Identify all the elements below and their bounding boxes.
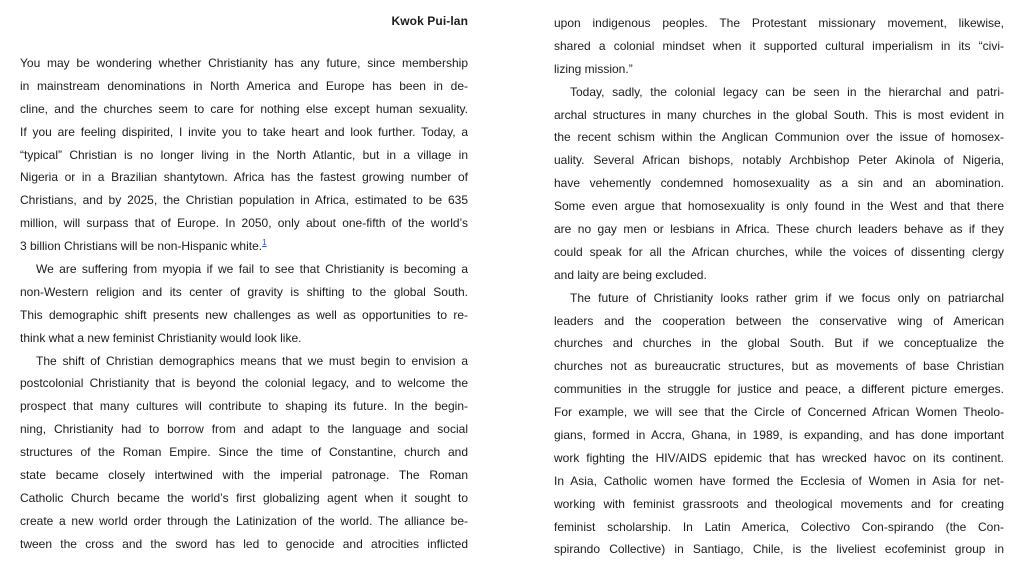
text-line <box>554 149 1004 172</box>
text-line <box>554 538 1004 561</box>
line-text: archal structures in many churches in the global South. This is most evident in <box>554 107 1004 122</box>
text-line <box>554 493 1004 516</box>
line-text: are no gay men or lesbians in Africa. These church leaders behave as if they <box>554 222 1004 237</box>
line-text: In Asia, Catholic women have formed the Ecclesia of Women in Asia for net- <box>554 473 1004 488</box>
text-line <box>554 58 1004 81</box>
text-line <box>554 126 1004 149</box>
text-line <box>554 104 1004 127</box>
line-text: work fighting the HIV/AIDS epidemic that has wrecked havoc on its continent. <box>554 450 1004 465</box>
line-text: non-Western religion and its center of gravity is shifting to the global South. <box>20 284 468 299</box>
line-text: gians, formed in Accra, Ghana, in 1989, is expanding, and has done important <box>554 428 1004 443</box>
line-text: million, will surpass that of Europe. In 2050, only about one-fifth of the world’s <box>20 216 468 231</box>
text-line <box>20 487 468 510</box>
line-text: leaders and the cooperation between the conservative wing of American <box>554 313 1004 328</box>
text-line <box>554 516 1004 539</box>
text-line <box>20 418 468 441</box>
line-text: tween the cross and the sword has led to genocide and atrocities inflicted <box>20 536 468 551</box>
line-text: churches not as bureaucratic structures, but as movements of base Christian <box>554 359 1004 374</box>
text-line <box>554 378 1004 401</box>
footnote-link[interactable]: 1 <box>262 238 267 248</box>
text-line <box>20 510 468 533</box>
line-text: upon indigenous peoples. The Protestant missionary movement, likewise, <box>554 16 1004 30</box>
text-line <box>20 533 468 556</box>
line-text: working with feminist grassroots and theological movements and for creating <box>554 496 1004 511</box>
text-line <box>20 75 468 98</box>
line-text: Catholic Church became the world’s first globalizing agent when it sought to <box>20 490 468 505</box>
line-text: “typical” Christian is no longer living in the North Atlantic, but in a village in <box>20 147 468 162</box>
line-text: the recent schism within the Anglican Communion over the issue of homosex- <box>554 130 1004 145</box>
left-page-text <box>20 52 468 556</box>
line-text: could speak for all the African churches, while the voices of dissenting clergy <box>554 244 1004 259</box>
line-text: If you are feeling dispirited, I invite you to take heart and look further. Today, a <box>20 124 468 139</box>
text-line <box>20 395 468 418</box>
text-line <box>554 355 1004 378</box>
line-text: in mainstream denominations in North America and Europe has been in de- <box>20 78 468 93</box>
line-text: create a new world order through the Latinization of the world. The alliance be- <box>20 513 468 528</box>
line-text: think what a new feminist Christianity would look like. <box>20 330 302 345</box>
text-line <box>20 441 468 464</box>
line-text: cline, and the churches seem to care for nothing else except human sexuality. <box>20 101 468 116</box>
text-line <box>20 350 468 373</box>
text-line <box>554 287 1004 310</box>
right-page-text <box>554 12 1004 561</box>
line-text: spirando Collective) in Santiago, Chile, is the liveliest ecofeminist group in <box>554 542 1004 557</box>
text-line <box>20 327 468 350</box>
text-line <box>20 166 468 189</box>
text-line <box>554 332 1004 355</box>
text-line <box>20 212 468 235</box>
line-text: Nigeria or in a Brazilian shantytown. Africa has the fastest growing number of <box>20 170 468 185</box>
text-line <box>554 447 1004 470</box>
line-text: have vehemently condemned homosexuality as a sin and an abomination. <box>554 176 1004 191</box>
text-line <box>20 52 468 75</box>
line-text: Today, sadly, the colonial legacy can be seen in the hierarchal and patri- <box>570 84 1004 99</box>
text-line <box>20 98 468 121</box>
text-line <box>20 464 468 487</box>
line-text: uality. Several African bishops, notably Archbishop Peter Akinola of Nigeria, <box>554 153 1004 168</box>
text-line <box>554 81 1004 104</box>
text-line <box>554 172 1004 195</box>
line-text: structures of the Roman Empire. Since the time of Constantine, church and <box>20 445 468 460</box>
text-line <box>20 144 468 167</box>
line-text: 3 billion Christians will be non-Hispanic white. <box>20 239 263 254</box>
text-line <box>20 235 468 258</box>
text-line <box>20 304 468 327</box>
text-line <box>20 372 468 395</box>
line-text: ning, Christianity had to borrow from and adapt to the language and social <box>20 422 468 437</box>
running-head-author: Kwok Pui-lan <box>391 14 468 28</box>
line-text: communities in the struggle for justice and peace, a different picture emerges. <box>554 382 1004 397</box>
line-text: feminist scholarship. In Latin America, Colectivo Con-spirando (the Con- <box>554 519 1004 534</box>
text-line <box>554 264 1004 287</box>
text-line <box>554 218 1004 241</box>
text-line <box>554 241 1004 264</box>
line-text: and laity are being excluded. <box>554 267 707 282</box>
line-text: For example, we will see that the Circle of Concerned African Women Theolo- <box>554 405 1004 420</box>
line-text: You may be wondering whether Christianity has any future, since membership <box>20 56 468 70</box>
line-text: We are suffering from myopia if we fail to see that Christianity is becoming a <box>36 262 468 277</box>
text-line <box>20 121 468 144</box>
line-text: This demographic shift presents new challenges as well as opportunities to re- <box>20 307 468 322</box>
text-line <box>20 281 468 304</box>
line-text: Christians, and by 2025, the Christian population in Africa, estimated to be 635 <box>20 193 468 208</box>
text-line <box>554 310 1004 333</box>
line-text: postcolonial Christianity that is beyond the colonial legacy, and to welcome the <box>20 376 468 391</box>
line-text: prospect that many cultures will contribute to shaping its future. In the begin- <box>20 399 468 414</box>
text-line <box>554 195 1004 218</box>
text-line <box>554 424 1004 447</box>
text-line <box>554 470 1004 493</box>
text-line <box>20 189 468 212</box>
line-text: shared a colonial mindset when it supported cultural imperialism in its “civi- <box>554 38 1004 53</box>
line-text: state became closely intertwined with the imperial patronage. The Roman <box>20 468 468 483</box>
text-line <box>20 258 468 281</box>
text-line <box>554 12 1004 35</box>
line-text: Some even argue that homosexuality is only found in the West and that there <box>554 199 1004 214</box>
text-line <box>554 35 1004 58</box>
line-text: churches and churches in the global South. But if we conceptualize the <box>554 336 1004 351</box>
line-text: The future of Christianity looks rather grim if we focus only on patriarchal <box>570 290 1004 305</box>
line-text: lizing mission.” <box>554 61 633 76</box>
text-line <box>554 401 1004 424</box>
line-text: The shift of Christian demographics means that we must begin to envision a <box>36 353 468 368</box>
